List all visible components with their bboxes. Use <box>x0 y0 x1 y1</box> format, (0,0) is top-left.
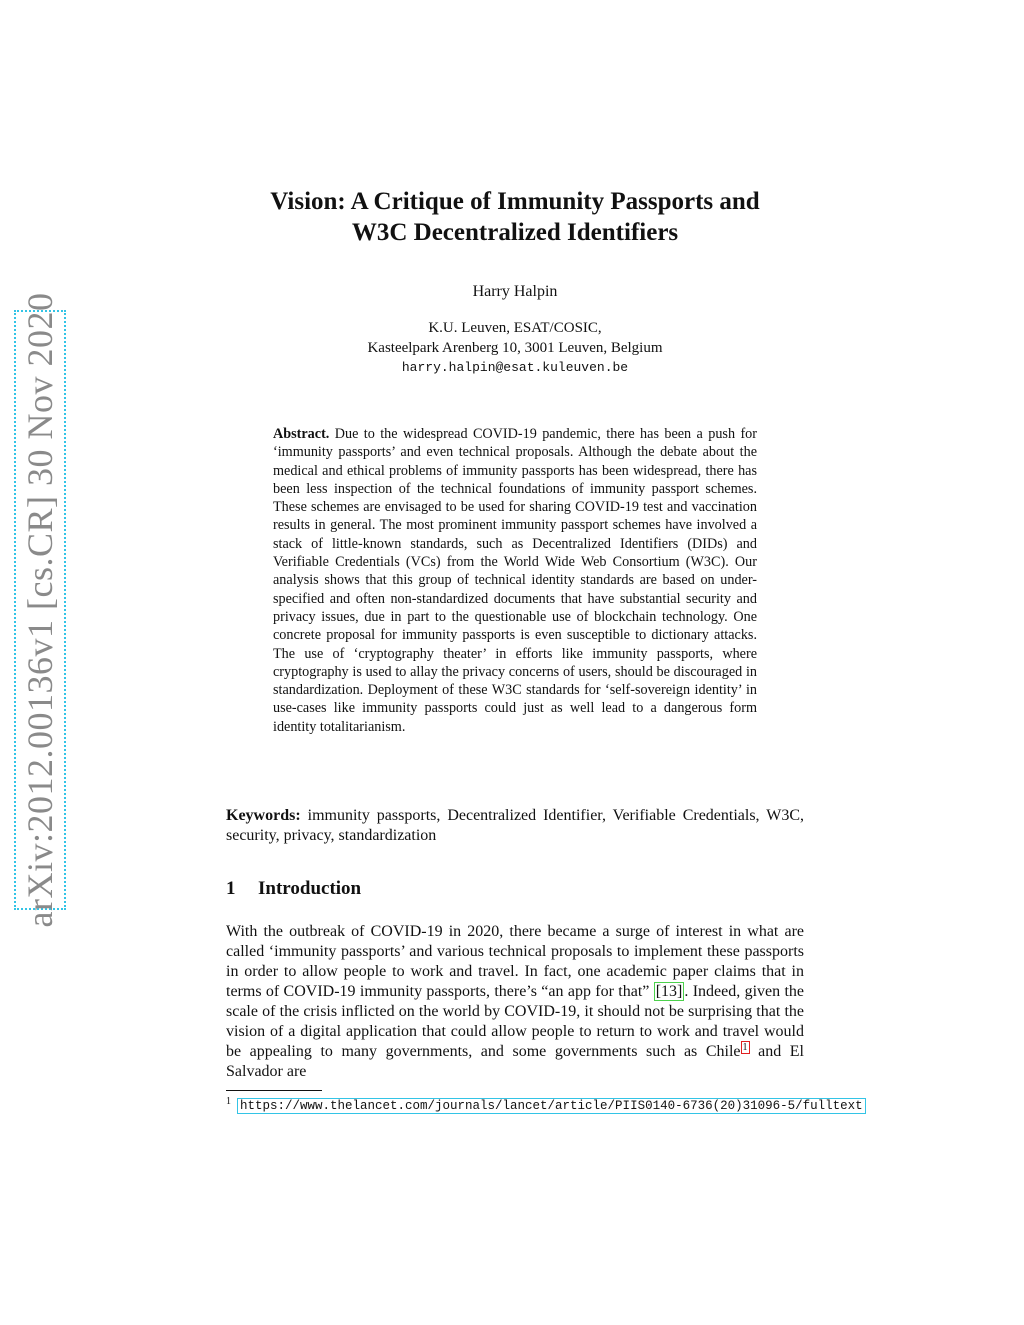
abstract-label: Abstract. <box>273 426 330 442</box>
intro-paragraph <box>226 922 804 1082</box>
abstract-text: Due to the widespread COVID-19 pandemic, there has been a push for ‘immunity passports’ and even technical proposals. Although the debate about the medical and ethical problems of immunity passports has been widespread, there has been less inspection of the technical foundations of immunity passport schemes. These schemes are envisaged to be used for sharing COVID-19 test and vaccination results in general. The most prominent immunity passport schemes have involved a stack of little-known standards, such as Decentralized Identifiers (DIDs) and Verifiable Credentials (VCs) from the World Wide Web Consortium (W3C). Our analysis shows that this group of technical identity standards are based on under-specified and often non-standardized documents that have substantial security and privacy issues, due in part to the questionable use of blockchain technology. One concrete proposal for immunity passports is even susceptible to dictionary attacks. The use of ‘cryptography theater’ in efforts like immunity passports, where cryptography is used to allay the privacy concerns of users, should be discouraged in standardization. Deployment of these W3C standards for ‘self-sovereign identity’ in use-cases like immunity passports could just as well lead to a dangerous form identity totalitarianism. <box>273 426 757 735</box>
section-heading <box>226 878 361 900</box>
author-email[interactable]: harry.halpin@esat.kuleuven.be <box>401 360 629 375</box>
paper-title-line-2: W3C Decentralized Identifiers <box>351 219 679 246</box>
author-name: Harry Halpin <box>472 283 558 300</box>
affiliation <box>226 318 804 378</box>
intro-text-part-2: . Indeed, given the scale of the crisis inflicted on the world by COVID-19, it should not be surprising that the vision of a digital application that could allow people to return to work and travel would be appealing to many governments, and some governments such as Chile <box>226 983 805 1060</box>
affiliation-line-2: Kasteelpark Arenberg 10, 3001 Leuven, Belgium <box>367 340 663 356</box>
affiliation-line-1: K.U. Leuven, ESAT/COSIC, <box>428 320 602 336</box>
keywords-text: immunity passports, Decentralized Identifier, Verifiable Credentials, W3C, security, privacy, standardization <box>226 807 805 844</box>
arxiv-stamp <box>14 292 66 928</box>
footnote-rule <box>226 1090 322 1091</box>
paper-title <box>226 186 804 248</box>
footnote <box>226 1096 866 1113</box>
intro-text-part-1: With the outbreak of COVID-19 in 2020, there became a surge of interest in what are called ‘immunity passports’ and various technical proposals to implement these passports in order to allow people to work and travel. In fact, one academic paper claims that in terms of COVID-19 immunity passports, there’s “an app for that” <box>226 923 804 1000</box>
intro-text-part-3: and El Salvador are <box>226 1043 804 1080</box>
arxiv-identifier: arXiv:2012.00136v1 [cs.CR] 30 Nov 2020 <box>20 292 60 928</box>
keywords <box>226 806 804 846</box>
citation-link[interactable]: [13] <box>655 983 683 1000</box>
footnote-mark-link[interactable]: 1 <box>742 1041 748 1053</box>
footnote-number: 1 <box>226 1096 231 1107</box>
paper-title-line-1: Vision: A Critique of Immunity Passports and <box>270 188 760 215</box>
section-number: 1 <box>226 878 236 899</box>
section-title: Introduction <box>258 878 362 899</box>
footnote-url-link[interactable]: https://www.thelancet.com/journals/lancet/article/PIIS0140-6736(20)31096-5/fulltext <box>237 1098 866 1114</box>
abstract <box>273 425 757 736</box>
keywords-label: Keywords: <box>226 807 301 824</box>
